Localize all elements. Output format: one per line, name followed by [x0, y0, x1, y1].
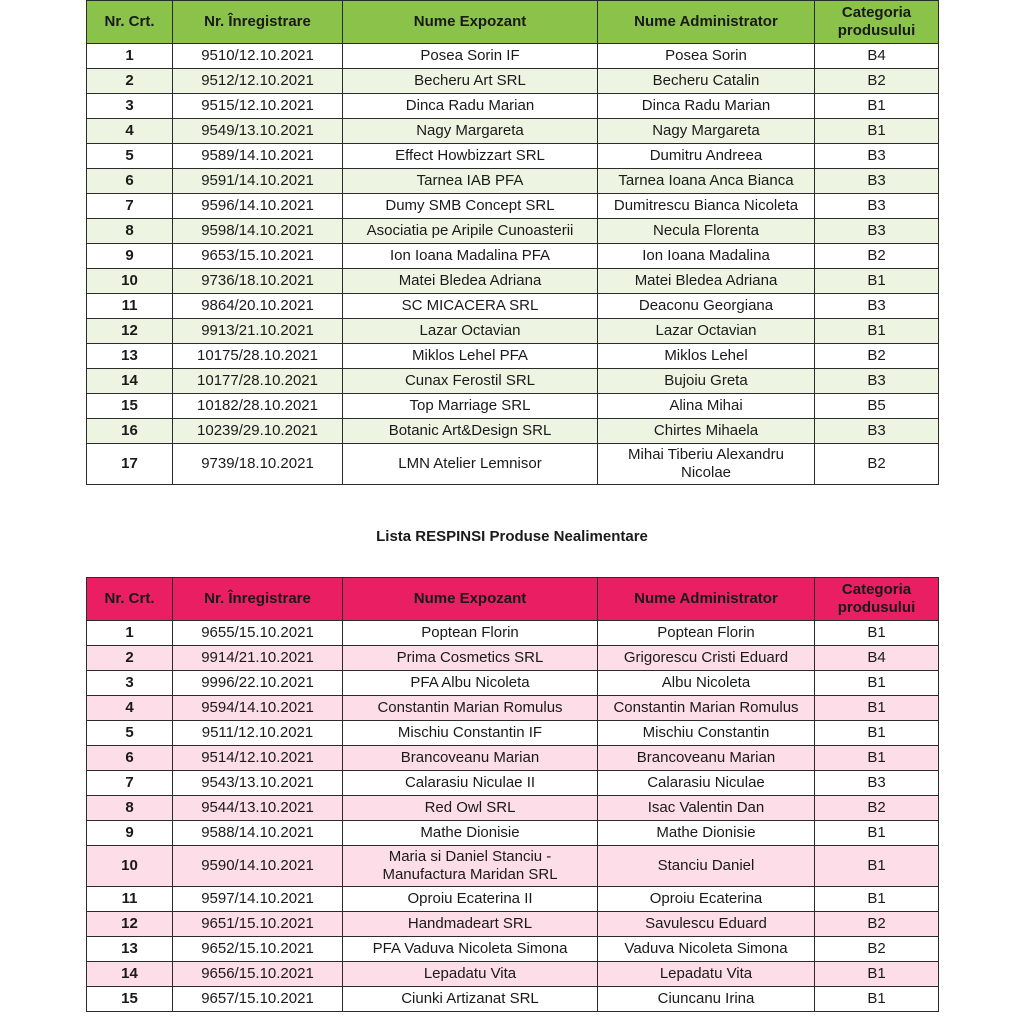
cell-categoria: B5: [815, 394, 939, 419]
cell-nr-inregistrare: 9914/21.10.2021: [173, 646, 343, 671]
cell-nume-administrator: Deaconu Georgiana: [598, 294, 815, 319]
table-row: [87, 646, 939, 671]
cell-nr-crt: 7: [87, 194, 173, 219]
cell-nume-expozant: Calarasiu Niculae II: [343, 771, 598, 796]
cell-categoria: B2: [815, 244, 939, 269]
cell-nume-expozant: Constantin Marian Romulus: [343, 696, 598, 721]
cell-nr-inregistrare: 9543/13.10.2021: [173, 771, 343, 796]
table-header-row: [87, 1, 939, 44]
cell-categoria: B3: [815, 169, 939, 194]
cell-nr-inregistrare: 9864/20.10.2021: [173, 294, 343, 319]
cell-nr-crt: 1: [87, 44, 173, 69]
cell-categoria: B2: [815, 912, 939, 937]
cell-nume-expozant: Posea Sorin IF: [343, 44, 598, 69]
cell-nume-expozant: Brancoveanu Marian: [343, 746, 598, 771]
table-row: [87, 394, 939, 419]
cell-categoria: B2: [815, 69, 939, 94]
cell-nr-inregistrare: 9651/15.10.2021: [173, 912, 343, 937]
cell-nr-inregistrare: 9549/13.10.2021: [173, 119, 343, 144]
table-row: [87, 144, 939, 169]
cell-nr-inregistrare: 9590/14.10.2021: [173, 846, 343, 887]
cell-nr-inregistrare: 9596/14.10.2021: [173, 194, 343, 219]
cell-nume-administrator: Calarasiu Niculae: [598, 771, 815, 796]
cell-nr-inregistrare: 9589/14.10.2021: [173, 144, 343, 169]
cell-nr-inregistrare: 9652/15.10.2021: [173, 937, 343, 962]
cell-nr-inregistrare: 9588/14.10.2021: [173, 821, 343, 846]
cell-nr-inregistrare: 9653/15.10.2021: [173, 244, 343, 269]
table-row: [87, 444, 939, 485]
table-row: [87, 119, 939, 144]
cell-nr-inregistrare: 9511/12.10.2021: [173, 721, 343, 746]
table-row: [87, 344, 939, 369]
cell-categoria: B1: [815, 621, 939, 646]
cell-nr-crt: 6: [87, 746, 173, 771]
cell-nume-expozant: Prima Cosmetics SRL: [343, 646, 598, 671]
cell-categoria: B3: [815, 194, 939, 219]
header-nr-inregistrare: Nr. Înregistrare: [173, 578, 343, 621]
header-nume-expozant: Nume Expozant: [343, 1, 598, 44]
cell-nr-inregistrare: 9996/22.10.2021: [173, 671, 343, 696]
cell-nr-crt: 2: [87, 69, 173, 94]
cell-nr-crt: 9: [87, 244, 173, 269]
admitted-exhibitors-table: [86, 0, 939, 485]
cell-nume-expozant: Top Marriage SRL: [343, 394, 598, 419]
header-nume-expozant: Nume Expozant: [343, 578, 598, 621]
cell-nume-administrator: Isac Valentin Dan: [598, 796, 815, 821]
cell-nume-administrator: Mihai Tiberiu Alexandru Nicolae: [598, 444, 815, 485]
cell-nr-crt: 7: [87, 771, 173, 796]
header-categoria: Categoria produsului: [815, 578, 939, 621]
cell-nume-administrator: Poptean Florin: [598, 621, 815, 646]
rejected-list-title: Lista RESPINSI Produse Nealimentare: [376, 528, 648, 545]
cell-nr-inregistrare: 9512/12.10.2021: [173, 69, 343, 94]
cell-categoria: B1: [815, 696, 939, 721]
cell-nume-administrator: Lepadatu Vita: [598, 962, 815, 987]
table-row: [87, 671, 939, 696]
cell-nume-administrator: Brancoveanu Marian: [598, 746, 815, 771]
cell-nume-expozant: SC MICACERA SRL: [343, 294, 598, 319]
cell-nr-crt: 8: [87, 219, 173, 244]
cell-nume-administrator: Matei Bledea Adriana: [598, 269, 815, 294]
cell-categoria: B1: [815, 987, 939, 1012]
cell-nume-administrator: Becheru Catalin: [598, 69, 815, 94]
cell-nume-administrator: Mathe Dionisie: [598, 821, 815, 846]
table-row: [87, 219, 939, 244]
cell-nr-crt: 11: [87, 887, 173, 912]
cell-nume-administrator: Grigorescu Cristi Eduard: [598, 646, 815, 671]
cell-nr-crt: 5: [87, 721, 173, 746]
cell-nume-administrator: Chirtes Mihaela: [598, 419, 815, 444]
cell-nr-crt: 6: [87, 169, 173, 194]
header-nume-administrator: Nume Administrator: [598, 578, 815, 621]
cell-categoria: B1: [815, 119, 939, 144]
cell-nume-administrator: Oproiu Ecaterina: [598, 887, 815, 912]
cell-nume-administrator: Necula Florenta: [598, 219, 815, 244]
cell-nr-crt: 1: [87, 621, 173, 646]
cell-nr-inregistrare: 10177/28.10.2021: [173, 369, 343, 394]
cell-nr-crt: 9: [87, 821, 173, 846]
table-row: [87, 771, 939, 796]
table-row: [87, 846, 939, 887]
cell-nume-expozant: Matei Bledea Adriana: [343, 269, 598, 294]
cell-nume-administrator: Albu Nicoleta: [598, 671, 815, 696]
cell-nr-inregistrare: 9913/21.10.2021: [173, 319, 343, 344]
cell-nr-inregistrare: 9597/14.10.2021: [173, 887, 343, 912]
cell-nume-expozant: PFA Vaduva Nicoleta Simona: [343, 937, 598, 962]
header-nr-crt: Nr. Crt.: [87, 578, 173, 621]
cell-nume-administrator: Posea Sorin: [598, 44, 815, 69]
cell-categoria: B1: [815, 962, 939, 987]
cell-nr-crt: 8: [87, 796, 173, 821]
cell-categoria: B1: [815, 721, 939, 746]
table-row: [87, 621, 939, 646]
cell-nume-expozant: Mischiu Constantin IF: [343, 721, 598, 746]
table-header-row: [87, 578, 939, 621]
rejected-exhibitors-table: [86, 577, 939, 1012]
cell-nr-inregistrare: 9594/14.10.2021: [173, 696, 343, 721]
cell-categoria: B2: [815, 796, 939, 821]
cell-nr-inregistrare: 9598/14.10.2021: [173, 219, 343, 244]
cell-categoria: B1: [815, 821, 939, 846]
cell-nr-crt: 2: [87, 646, 173, 671]
cell-categoria: B3: [815, 294, 939, 319]
cell-nume-expozant: Effect Howbizzart SRL: [343, 144, 598, 169]
header-nume-administrator: Nume Administrator: [598, 1, 815, 44]
cell-categoria: B3: [815, 144, 939, 169]
cell-nume-expozant: PFA Albu Nicoleta: [343, 671, 598, 696]
table-row: [87, 369, 939, 394]
cell-nr-inregistrare: 9591/14.10.2021: [173, 169, 343, 194]
cell-nume-expozant: Lepadatu Vita: [343, 962, 598, 987]
cell-nume-administrator: Vaduva Nicoleta Simona: [598, 937, 815, 962]
table-row: [87, 962, 939, 987]
cell-nr-inregistrare: 10239/29.10.2021: [173, 419, 343, 444]
cell-nr-crt: 15: [87, 987, 173, 1012]
cell-nr-inregistrare: 9736/18.10.2021: [173, 269, 343, 294]
cell-nume-administrator: Savulescu Eduard: [598, 912, 815, 937]
cell-nume-expozant: Dumy SMB Concept SRL: [343, 194, 598, 219]
cell-nr-crt: 5: [87, 144, 173, 169]
table-row: [87, 721, 939, 746]
table-row: [87, 294, 939, 319]
cell-nr-crt: 3: [87, 671, 173, 696]
table-row: [87, 169, 939, 194]
cell-nume-administrator: Constantin Marian Romulus: [598, 696, 815, 721]
cell-nume-expozant: Handmadeart SRL: [343, 912, 598, 937]
cell-nume-expozant: Ion Ioana Madalina PFA: [343, 244, 598, 269]
header-nr-crt: Nr. Crt.: [87, 1, 173, 44]
header-categoria: Categoria produsului: [815, 1, 939, 44]
cell-nume-expozant: LMN Atelier Lemnisor: [343, 444, 598, 485]
table-row: [87, 319, 939, 344]
cell-nr-crt: 12: [87, 912, 173, 937]
cell-nume-administrator: Dinca Radu Marian: [598, 94, 815, 119]
cell-categoria: B1: [815, 746, 939, 771]
cell-categoria: B1: [815, 269, 939, 294]
cell-nr-crt: 3: [87, 94, 173, 119]
cell-nr-crt: 16: [87, 419, 173, 444]
rejected-table-body: [87, 621, 939, 1012]
table-row: [87, 419, 939, 444]
cell-nr-inregistrare: 9656/15.10.2021: [173, 962, 343, 987]
cell-nume-administrator: Lazar Octavian: [598, 319, 815, 344]
cell-categoria: B1: [815, 887, 939, 912]
cell-categoria: B1: [815, 671, 939, 696]
cell-nume-administrator: Nagy Margareta: [598, 119, 815, 144]
cell-nr-crt: 17: [87, 444, 173, 485]
cell-nume-expozant: Maria si Daniel Stanciu - Manufactura Maridan SRL: [343, 846, 598, 887]
cell-nume-administrator: Miklos Lehel: [598, 344, 815, 369]
cell-nume-administrator: Bujoiu Greta: [598, 369, 815, 394]
cell-nr-crt: 15: [87, 394, 173, 419]
cell-categoria: B2: [815, 937, 939, 962]
header-nr-inregistrare: Nr. Înregistrare: [173, 1, 343, 44]
cell-nume-expozant: Oproiu Ecaterina II: [343, 887, 598, 912]
cell-nr-inregistrare: 10175/28.10.2021: [173, 344, 343, 369]
table-row: [87, 69, 939, 94]
cell-nr-inregistrare: 9657/15.10.2021: [173, 987, 343, 1012]
cell-nume-expozant: Tarnea IAB PFA: [343, 169, 598, 194]
cell-categoria: B4: [815, 646, 939, 671]
cell-nume-administrator: Alina Mihai: [598, 394, 815, 419]
cell-nume-administrator: Tarnea Ioana Anca Bianca: [598, 169, 815, 194]
cell-nr-inregistrare: 9655/15.10.2021: [173, 621, 343, 646]
cell-nr-crt: 4: [87, 119, 173, 144]
cell-nume-expozant: Cunax Ferostil SRL: [343, 369, 598, 394]
cell-nr-inregistrare: 9739/18.10.2021: [173, 444, 343, 485]
cell-nr-inregistrare: 9544/13.10.2021: [173, 796, 343, 821]
table-row: [87, 821, 939, 846]
cell-nume-administrator: Dumitru Andreea: [598, 144, 815, 169]
cell-categoria: B4: [815, 44, 939, 69]
admitted-table-body: [87, 44, 939, 485]
cell-nr-crt: 10: [87, 846, 173, 887]
cell-nume-expozant: Becheru Art SRL: [343, 69, 598, 94]
cell-nr-crt: 14: [87, 962, 173, 987]
cell-nr-inregistrare: 9514/12.10.2021: [173, 746, 343, 771]
table-row: [87, 44, 939, 69]
table-row: [87, 194, 939, 219]
cell-categoria: B1: [815, 319, 939, 344]
table-row: [87, 912, 939, 937]
cell-nume-administrator: Dumitrescu Bianca Nicoleta: [598, 194, 815, 219]
cell-categoria: B1: [815, 94, 939, 119]
cell-nume-expozant: Nagy Margareta: [343, 119, 598, 144]
cell-nume-expozant: Red Owl SRL: [343, 796, 598, 821]
cell-nr-inregistrare: 9510/12.10.2021: [173, 44, 343, 69]
cell-nr-crt: 4: [87, 696, 173, 721]
cell-nume-administrator: Ciuncanu Irina: [598, 987, 815, 1012]
table-row: [87, 987, 939, 1012]
table-row: [87, 244, 939, 269]
cell-nume-expozant: Ciunki Artizanat SRL: [343, 987, 598, 1012]
table-row: [87, 696, 939, 721]
table-row: [87, 269, 939, 294]
cell-nume-expozant: Botanic Art&Design SRL: [343, 419, 598, 444]
cell-categoria: B2: [815, 344, 939, 369]
cell-nr-crt: 10: [87, 269, 173, 294]
cell-nume-expozant: Miklos Lehel PFA: [343, 344, 598, 369]
table-row: [87, 746, 939, 771]
cell-categoria: B3: [815, 369, 939, 394]
cell-nr-inregistrare: 10182/28.10.2021: [173, 394, 343, 419]
cell-nr-crt: 12: [87, 319, 173, 344]
cell-categoria: B3: [815, 219, 939, 244]
cell-categoria: B3: [815, 771, 939, 796]
cell-nr-inregistrare: 9515/12.10.2021: [173, 94, 343, 119]
cell-categoria: B1: [815, 846, 939, 887]
cell-nume-expozant: Asociatia pe Aripile Cunoasterii: [343, 219, 598, 244]
cell-nume-expozant: Poptean Florin: [343, 621, 598, 646]
cell-nr-crt: 13: [87, 344, 173, 369]
cell-nume-administrator: Stanciu Daniel: [598, 846, 815, 887]
cell-nr-crt: 11: [87, 294, 173, 319]
cell-nume-expozant: Dinca Radu Marian: [343, 94, 598, 119]
table-row: [87, 796, 939, 821]
cell-nr-crt: 14: [87, 369, 173, 394]
table-row: [87, 94, 939, 119]
table-row: [87, 887, 939, 912]
cell-nume-administrator: Ion Ioana Madalina: [598, 244, 815, 269]
cell-nume-expozant: Mathe Dionisie: [343, 821, 598, 846]
cell-categoria: B2: [815, 444, 939, 485]
cell-nr-crt: 13: [87, 937, 173, 962]
cell-categoria: B3: [815, 419, 939, 444]
cell-nume-expozant: Lazar Octavian: [343, 319, 598, 344]
table-row: [87, 937, 939, 962]
cell-nume-administrator: Mischiu Constantin: [598, 721, 815, 746]
